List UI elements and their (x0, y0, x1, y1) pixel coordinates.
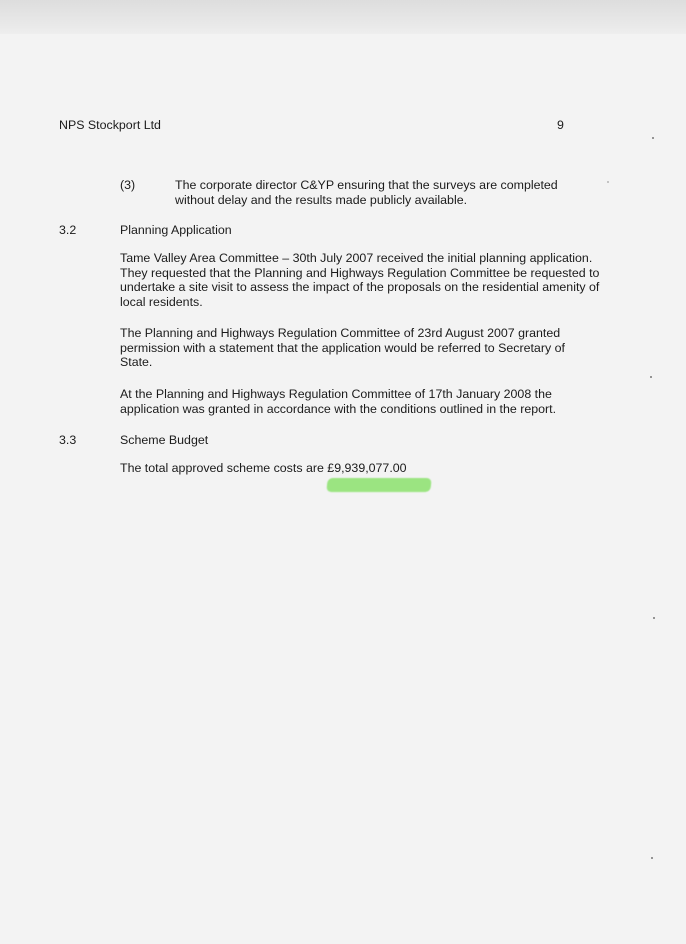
paragraph-area-committee: Tame Valley Area Committee – 30th July 2007 received the initial planning application. They requested that the Planning and Highways Regulation Committee be requested to undertake a site visit to assess the impact of the proposals on the residential amenity of local residents. (120, 251, 600, 309)
paragraph-application-granted: At the Planning and Highways Regulation Committee of 17th January 2008 the application was granted in accordance with the conditions outlined in the report. (120, 387, 557, 416)
scan-speck (607, 181, 609, 183)
paragraph-permission-granted: The Planning and Highways Regulation Committee of 23rd August 2007 granted permission with a statement that the application would be referred to Secretary of State. (120, 326, 565, 370)
list-item-number: (3) (120, 178, 136, 192)
section-number-3-2: 3.2 (59, 223, 77, 237)
scan-speck (652, 137, 654, 139)
list-item-text: The corporate director C&YP ensuring that the surveys are completed without delay and the results made publicly available. (175, 178, 558, 207)
scan-speck (653, 617, 655, 619)
scan-speck (650, 376, 652, 378)
highlighter-mark (326, 478, 431, 492)
section-heading-scheme-budget: Scheme Budget (120, 433, 209, 447)
page-number: 9 (557, 118, 564, 132)
section-number-3-3: 3.3 (59, 433, 77, 447)
scheme-cost-statement: The total approved scheme costs are £9,939,077.00 (120, 461, 407, 475)
section-heading-planning-application: Planning Application (120, 223, 232, 237)
scan-speck (651, 857, 653, 859)
scan-edge (0, 0, 686, 36)
header-organisation: NPS Stockport Ltd (59, 118, 161, 132)
